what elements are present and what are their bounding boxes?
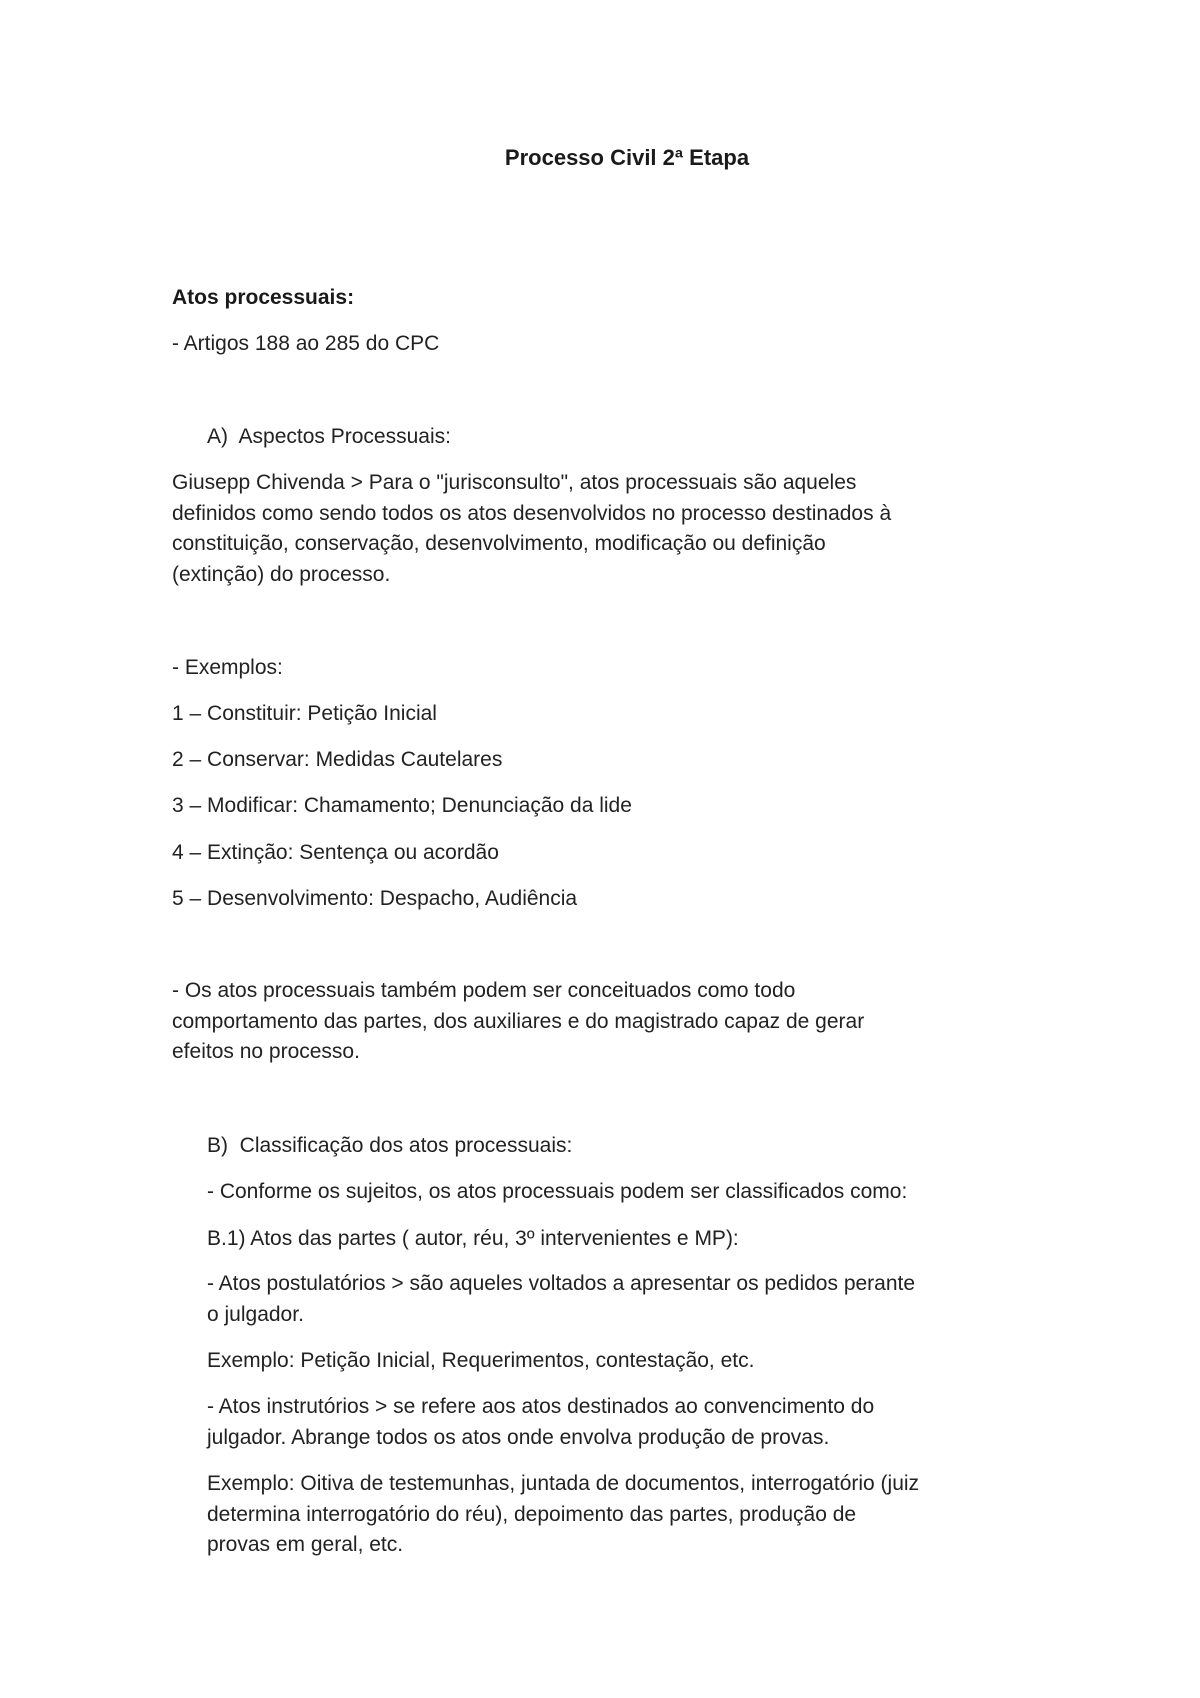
exemplo-item: 3 – Modificar: Chamamento; Denunciação da lide	[172, 794, 632, 817]
paragraph-line: julgador. Abrange todos os atos onde envolva produção de provas.	[207, 1425, 830, 1449]
conceito-paragraph	[172, 976, 864, 1068]
postulatorios-paragraph	[207, 1269, 915, 1330]
section-a-label: Aspectos Processuais:	[238, 425, 451, 448]
chiovenda-paragraph	[172, 468, 891, 590]
section-b-marker: B)	[207, 1134, 228, 1157]
section-b-heading	[207, 1131, 572, 1161]
sujeitos-line: - Conforme os sujeitos, os atos processuais podem ser classificados como:	[207, 1180, 908, 1203]
paragraph-line: o julgador.	[207, 1302, 304, 1326]
exemplo-instrutorios-paragraph	[207, 1469, 919, 1561]
exemplo-item: 4 – Extinção: Sentença ou acordão	[172, 841, 499, 864]
exemplos-label: - Exemplos:	[172, 656, 283, 679]
paragraph-line: comportamento das partes, dos auxiliares e do magistrado capaz de gerar	[172, 1009, 865, 1033]
paragraph-line: definidos como sendo todos os atos desenvolvidos no processo destinados à	[172, 501, 892, 525]
section-b-label: Classificação dos atos processuais:	[239, 1134, 573, 1157]
document-title: Processo Civil 2ª Etapa	[504, 145, 750, 170]
section-a-heading	[207, 422, 451, 452]
exemplo-item: 2 – Conservar: Medidas Cautelares	[172, 748, 503, 771]
paragraph-line: determina interrogatório do réu), depoimento das partes, produção de	[207, 1502, 857, 1526]
paragraph-line: Exemplo: Oitiva de testemunhas, juntada de documentos, interrogatório (juiz	[207, 1472, 920, 1495]
paragraph-line: - Atos postulatórios > são aqueles voltados a apresentar os pedidos perante	[207, 1272, 916, 1295]
exemplo-item: 5 – Desenvolvimento: Despacho, Audiência	[172, 887, 578, 910]
exemplo-item: 1 – Constituir: Petição Inicial	[172, 702, 437, 725]
paragraph-line: constituição, conservação, desenvolvimento, modificação ou definição	[172, 532, 826, 555]
paragraph-line: - Os atos processuais também podem ser conceituados como todo	[172, 979, 796, 1002]
exemplo-postulatorios: Exemplo: Petição Inicial, Requerimentos, contestação, etc.	[207, 1349, 755, 1372]
section-heading: Atos processuais:	[172, 286, 355, 309]
paragraph-line: - Atos instrutórios > se refere aos atos destinados ao convencimento do	[207, 1395, 875, 1418]
b1-heading: B.1) Atos das partes ( autor, réu, 3º intervenientes e MP):	[207, 1227, 739, 1250]
section-a-marker: A)	[207, 425, 228, 448]
paragraph-line: Giusepp Chivenda > Para o "jurisconsulto", atos processuais são aqueles	[172, 471, 857, 494]
paragraph-line: provas em geral, etc.	[207, 1533, 404, 1556]
artigos-line: - Artigos 188 ao 285 do CPC	[172, 332, 440, 355]
paragraph-line: efeitos no processo.	[172, 1040, 360, 1063]
instrutorios-paragraph	[207, 1392, 874, 1453]
paragraph-line: (extinção) do processo.	[172, 562, 391, 586]
